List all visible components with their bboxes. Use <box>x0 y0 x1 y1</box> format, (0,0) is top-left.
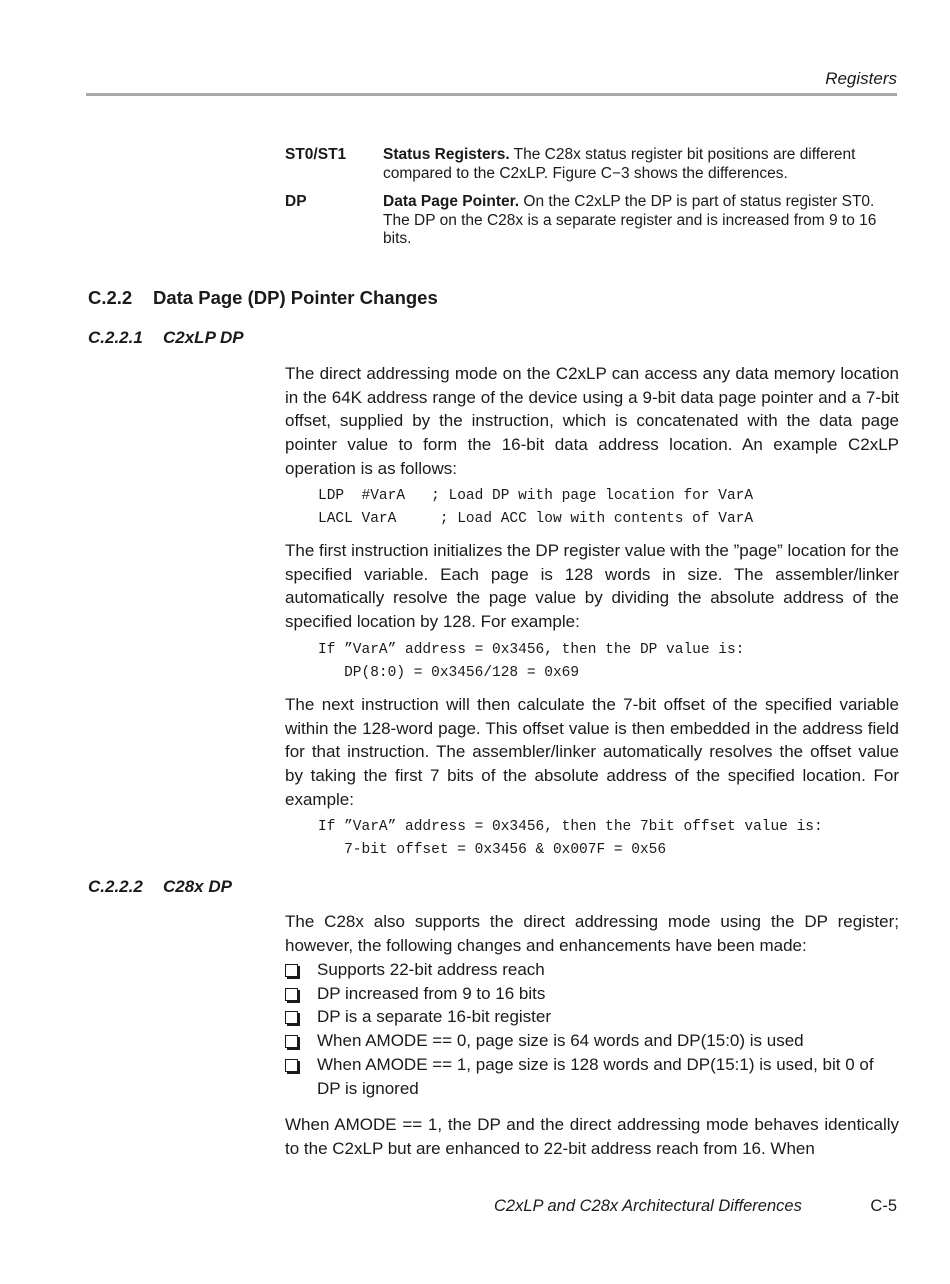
definition-dp <box>383 193 898 249</box>
code-line: LDP #VarA ; Load DP with page location for VarA <box>318 488 754 504</box>
checkbox-bullet-icon <box>285 1011 298 1024</box>
definition-term-st0-st1: ST0/ST1 <box>285 146 347 163</box>
page-number: C-5 <box>870 1197 897 1215</box>
definition-dp-text: On the C2xLP the DP is part of status register ST0. The DP on the C28x is a separate register and is increased from 9 to 16 bits. <box>383 193 877 247</box>
paragraph-direct-addressing: The direct addressing mode on the C2xLP can access any data memory location in the 64K address range of the device using a 9-bit data page pointer and a 7-bit offset, supplied by the instruction, which is concatenated with the data page pointer value to form the 16-bit data address location. An example C2xLP operation is as follows: <box>285 364 899 478</box>
paragraph-first-instruction: The first instruction initializes the DP register value with the ”page” location for the specified variable. Each page is 128 words in size. The assembler/linker automatically resolve the page value by dividing the absolute address of the specified location by 128. For example: <box>285 541 899 632</box>
subsection-heading-c2xlp-dp <box>88 328 244 348</box>
checkbox-bullet-icon <box>285 1059 298 1072</box>
section-title: Data Page (DP) Pointer Changes <box>153 287 438 308</box>
section-number: C.2.2 <box>88 287 133 308</box>
running-header: Registers <box>825 69 897 88</box>
subsection-title: C28x DP <box>163 877 232 896</box>
checkbox-bullet-icon <box>285 964 298 977</box>
definition-dp-heading: Data Page Pointer. <box>383 193 520 210</box>
code-line: If ”VarA” address = 0x3456, then the 7bit offset value is: <box>318 819 823 835</box>
subsection-heading-c28x-dp <box>88 877 232 897</box>
subsection-number: C.2.2.2 <box>88 877 143 896</box>
definition-term-dp: DP <box>285 193 307 210</box>
paragraph-next-instruction: The next instruction will then calculate the 7-bit offset of the specified variable within the 128-word page. This offset value is then embedded in the address field for that instruction. The assembler/linker automatically resolves the offset value by taking the first 7 bits of the absolute address of the specified location. For example: <box>285 695 899 809</box>
subsection-number: C.2.2.1 <box>88 328 143 347</box>
code-line: If ”VarA” address = 0x3456, then the DP value is: <box>318 642 745 658</box>
code-line: 7-bit offset = 0x3456 & 0x007F = 0x56 <box>318 842 667 858</box>
checkbox-bullet-icon <box>285 988 298 1001</box>
list-item: DP is a separate 16-bit register <box>285 1005 899 1029</box>
definition-st0-st1-text: The C28x status register bit positions are different compared to the C2xLP. Figure C−3 shows the differences. <box>383 146 856 182</box>
checkbox-bullet-icon <box>285 1035 298 1048</box>
changes-list <box>285 958 899 1100</box>
definition-st0-st1-heading: Status Registers. <box>383 146 510 163</box>
footer-title: C2xLP and C28x Architectural Differences <box>494 1197 802 1215</box>
paragraph-c28x-supports: The C28x also supports the direct addressing mode using the DP register; however, the following changes and enhancements have been made: <box>285 912 899 955</box>
section-heading <box>88 287 438 309</box>
list-item: DP increased from 9 to 16 bits <box>285 982 899 1006</box>
code-line: LACL VarA ; Load ACC low with contents of VarA <box>318 511 754 527</box>
list-item: When AMODE == 0, page size is 64 words and DP(15:0) is used <box>285 1029 899 1053</box>
header-rule <box>86 93 897 96</box>
definition-st0-st1 <box>383 146 898 183</box>
list-item: Supports 22-bit address reach <box>285 958 899 982</box>
paragraph-amode: When AMODE == 1, the DP and the direct addressing mode behaves identically to the C2xLP but are enhanced to 22-bit address reach from 16. When <box>285 1115 899 1158</box>
code-line: DP(8:0) = 0x3456/128 = 0x69 <box>318 665 580 681</box>
subsection-title: C2xLP DP <box>163 328 244 347</box>
list-item: When AMODE == 1, page size is 128 words and DP(15:1) is used, bit 0 of DP is ignored <box>285 1053 899 1100</box>
